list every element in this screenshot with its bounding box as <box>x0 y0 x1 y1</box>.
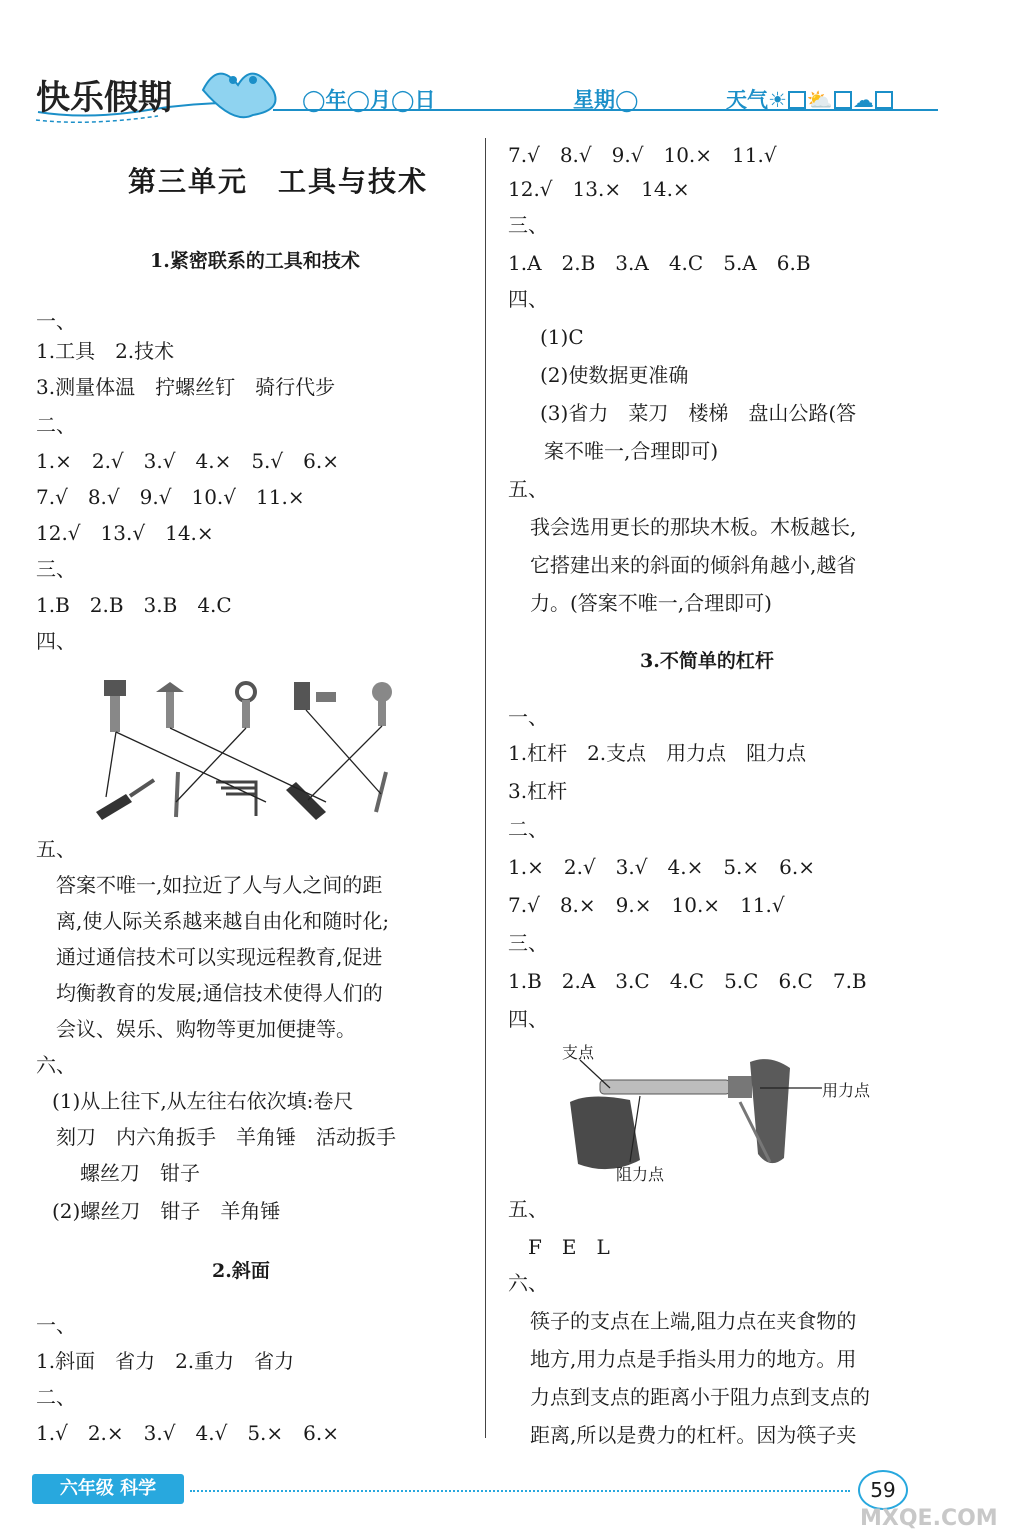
text-line: (3)省力 菜刀 楼梯 盘山公路(答 <box>540 401 857 425</box>
header-weekday: 星期◯ <box>573 88 639 112</box>
header-date: ◯年◯月◯日 <box>302 88 436 112</box>
text-line: 我会选用更长的那块木板。木板越长, <box>530 515 857 539</box>
text-line: 1.A 2.B 3.A 4.C 5.A 6.B <box>508 251 811 275</box>
text-line: 离,使人际关系越来越自由化和随时化; <box>56 909 390 933</box>
screwdriver-icon <box>96 780 154 820</box>
text-line: 会议、娱乐、购物等更加便捷等。 <box>56 1017 356 1041</box>
text-line: 一、 <box>508 705 548 729</box>
text-line: 均衡教育的发展;通信技术使得人们的 <box>56 981 383 1005</box>
fig-label-load: 阻力点 <box>616 1165 665 1184</box>
text-line: 四、 <box>36 629 76 653</box>
phillips-screw-icon <box>372 682 392 726</box>
text-line: 四、 <box>508 1007 548 1031</box>
text-line: 螺丝刀 钳子 <box>80 1161 200 1185</box>
section-title-3: 3.不简单的杠杆 <box>640 650 774 672</box>
text-line: 四、 <box>508 287 548 311</box>
text-line: 二、 <box>36 1385 76 1409</box>
checkbox-cloudy <box>834 91 852 109</box>
text-line: 六、 <box>508 1271 548 1295</box>
text-line: 3.杠杆 <box>508 779 568 803</box>
text-line: 1.× 2.√ 3.√ 4.× 5.√ 6.× <box>36 449 339 473</box>
text-line: 案不唯一,合理即可) <box>544 439 719 463</box>
checkbox-rainy <box>875 91 893 109</box>
page-number: 59 <box>858 1470 908 1510</box>
text-line: 1.杠杆 2.支点 用力点 阻力点 <box>508 741 807 765</box>
text-line: 力。(答案不唯一,合理即可) <box>530 591 772 615</box>
hex-key-set-icon <box>216 782 256 816</box>
text-line: F E L <box>528 1235 610 1259</box>
footer-tag: 六年级 科学 <box>32 1474 184 1504</box>
hex-socket-screw-icon <box>104 680 126 732</box>
rain-icon: ☁ <box>852 88 874 112</box>
eye-screw-icon <box>237 683 255 728</box>
text-line: 距离,所以是费力的杠杆。因为筷子夹 <box>530 1423 857 1447</box>
fig-label-fulcrum: 支点 <box>562 1043 595 1062</box>
text-line: 三、 <box>508 213 548 237</box>
header-weather <box>726 84 894 114</box>
checkbox-sunny <box>788 91 806 109</box>
sun-icon: ☀ <box>768 88 787 112</box>
text-line: 12.√ 13.√ 14.× <box>36 521 214 545</box>
weather-label: 天气 <box>726 88 768 112</box>
section-title-1: 1.紧密联系的工具和技术 <box>150 250 360 272</box>
text-line: 3.测量体温 拧螺丝钉 骑行代步 <box>36 375 336 399</box>
text-line: 1.× 2.√ 3.√ 4.× 5.× 6.× <box>508 855 816 879</box>
fig-pointer-lines <box>560 1052 840 1182</box>
unit-title: 第三单元 工具与技术 <box>128 165 429 198</box>
text-line: 筷子的支点在上端,阻力点在夹食物的 <box>530 1309 857 1333</box>
text-line: 通过通信技术可以实现远程教育,促进 <box>56 945 383 969</box>
text-line: 五、 <box>508 1197 548 1221</box>
text-line: 一、 <box>36 1313 76 1337</box>
text-line: 二、 <box>508 817 548 841</box>
text-line: 二、 <box>36 413 76 437</box>
text-line: 地方,用力点是手指头用力的地方。用 <box>530 1347 857 1371</box>
text-line: 7.√ 8.√ 9.√ 10.√ 11.× <box>36 485 305 509</box>
text-line: 刻刀 内六角扳手 羊角锤 活动扳手 <box>56 1125 396 1149</box>
text-line: 1.工具 2.技术 <box>36 339 175 363</box>
text-line: 7.√ 8.√ 9.√ 10.× 11.√ <box>508 143 777 167</box>
text-line: 1.B 2.B 3.B 4.C <box>36 593 232 617</box>
hex-bolt-icon <box>294 682 336 710</box>
tools-matching-figure <box>86 672 406 822</box>
text-line: 力点到支点的距离小于阻力点到支点的 <box>530 1385 870 1409</box>
column-divider <box>485 138 486 1438</box>
text-line: 7.√ 8.× 9.× 10.× 11.√ <box>508 893 785 917</box>
text-line: (2)螺丝刀 钳子 羊角锤 <box>52 1199 281 1223</box>
text-line: (2)使数据更准确 <box>540 363 689 387</box>
text-line: 五、 <box>508 477 548 501</box>
text-line: 1.B 2.A 3.C 4.C 5.C 6.C 7.B <box>508 969 867 993</box>
text-line: 1.斜面 省力 2.重力 省力 <box>36 1349 295 1373</box>
text-line: 三、 <box>36 557 76 581</box>
watermark: MXQE.COM <box>860 1506 998 1531</box>
text-line: 六、 <box>36 1053 76 1077</box>
text-line: 它搭建出来的斜面的倾斜角越小,越省 <box>530 553 857 577</box>
wrench-icon <box>176 772 178 817</box>
fig-label-effort: 用力点 <box>822 1081 871 1100</box>
slotted-screwdriver-icon <box>376 772 386 812</box>
logo-text: 快乐假期 <box>36 78 172 118</box>
text-line: 一、 <box>36 309 76 333</box>
text-line: 12.√ 13.× 14.× <box>508 177 690 201</box>
text-line: 五、 <box>36 837 76 861</box>
text-line: (1)从上往下,从左往右依次填:卷尺 <box>52 1089 354 1113</box>
text-line: 三、 <box>508 931 548 955</box>
partly-cloudy-icon: ⛅ <box>806 88 833 112</box>
section-title-2: 2.斜面 <box>212 1260 270 1282</box>
text-line: 答案不唯一,如拉近了人与人之间的距 <box>56 873 383 897</box>
text-line: 1.√ 2.× 3.√ 4.√ 5.× 6.× <box>36 1421 339 1445</box>
text-line: (1)C <box>540 325 584 349</box>
wing-screw-icon <box>156 682 184 728</box>
footer-dotted-line <box>190 1490 850 1492</box>
